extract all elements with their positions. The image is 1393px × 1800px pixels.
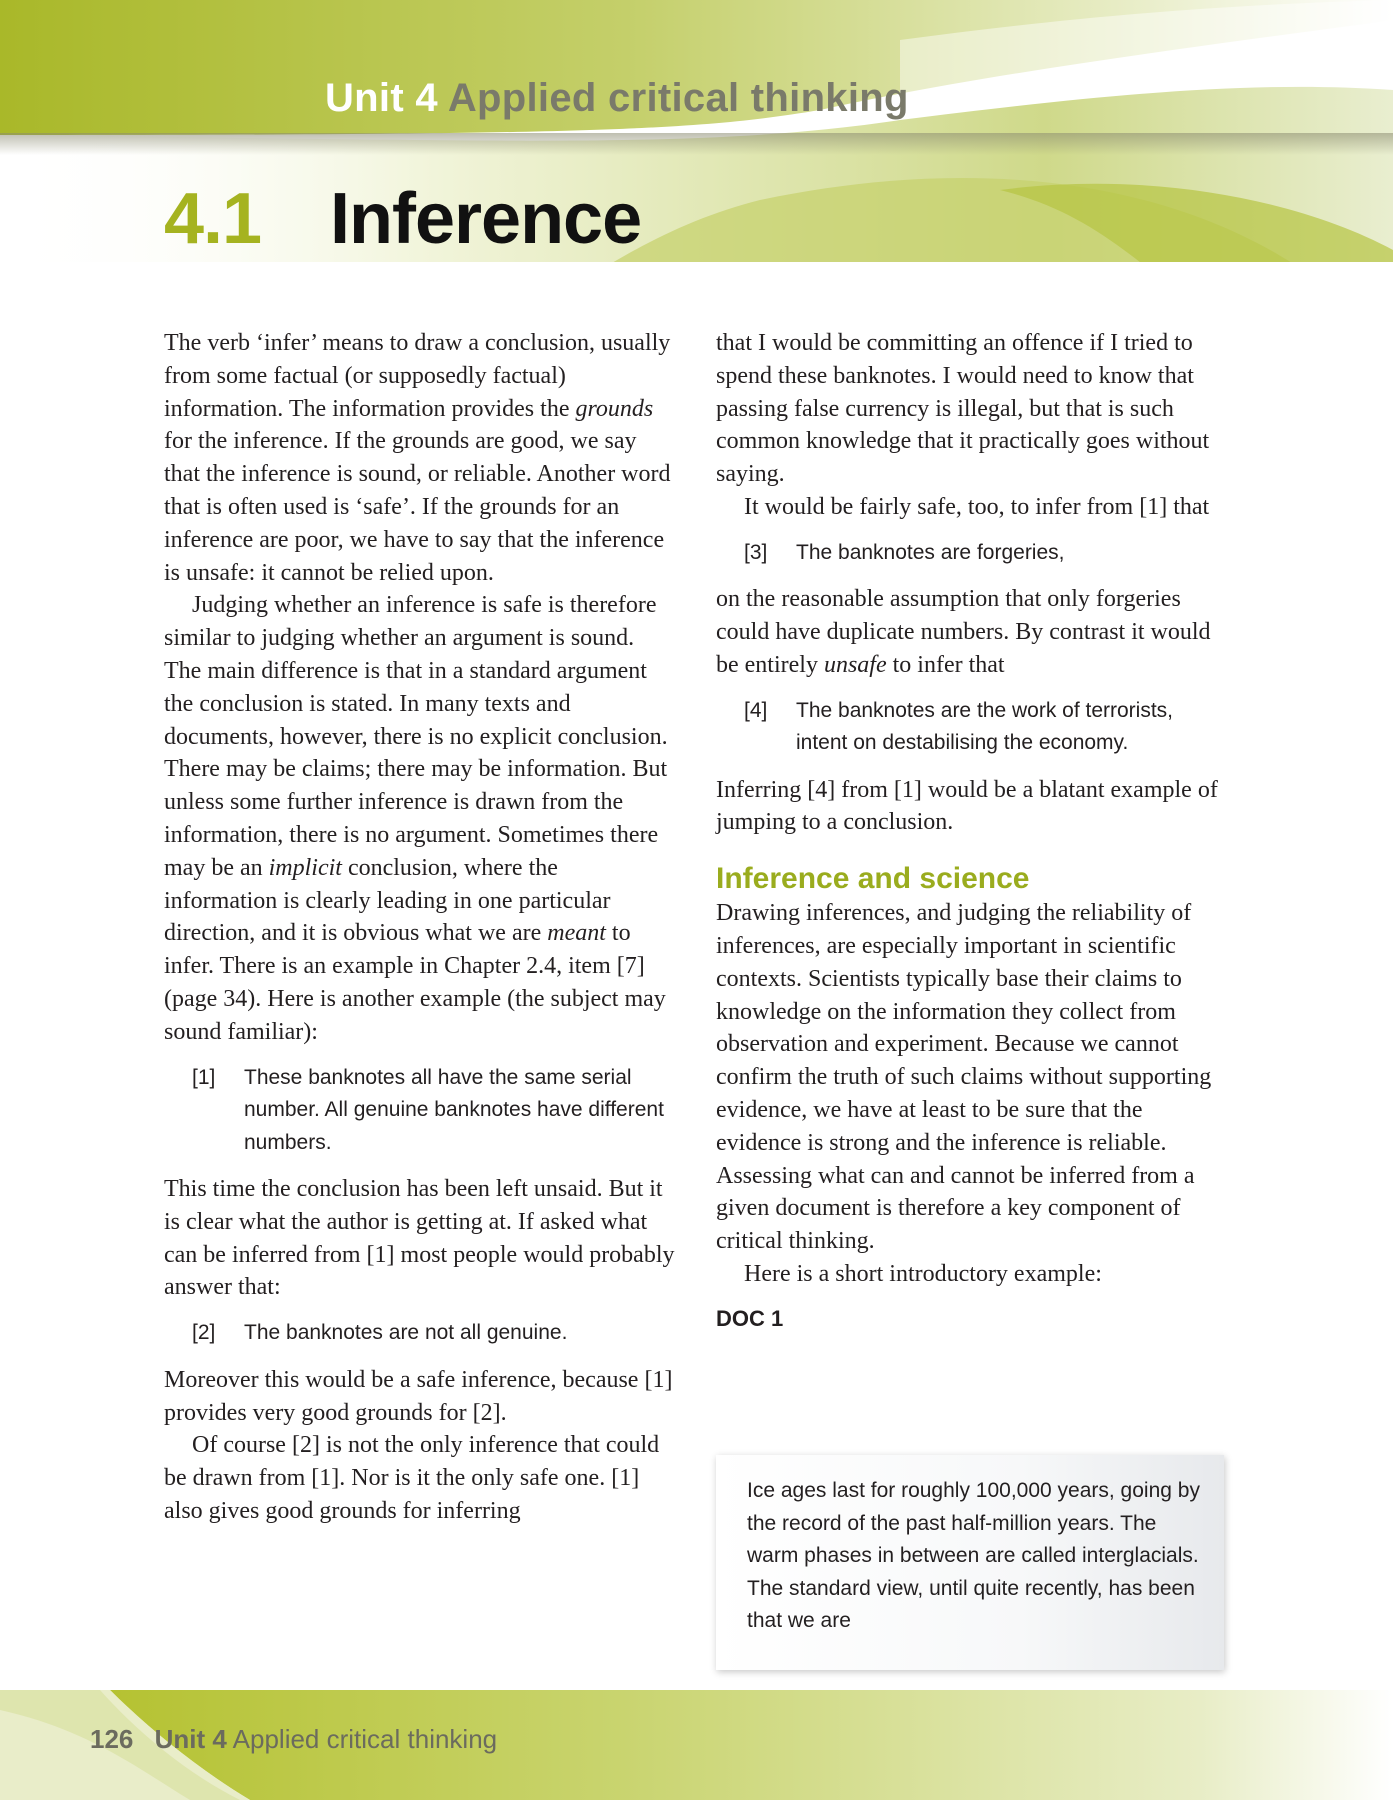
paragraph: Drawing inferences, and judging the reliability of inferences, are especially important in scientific contexts. Scientists typically base their claims to knowledge on the information they collect from observation and experiment. Because we cannot confirm the truth of such claims without supporting evidence, we have at least to be sure that the evidence is strong and the inference is reliable. Assessing what can and cannot be inferred from a given document is therefore a key component of critical thinking. xyxy=(716,900,1212,1255)
document-text: Ice ages last for roughly 100,000 years, going by the record of the past half-million years. The warm phases in between are called interglacials. The standard view, until quite recently, has been that we are xyxy=(747,1479,1200,1633)
example-item xyxy=(744,537,1228,570)
left-column xyxy=(164,327,676,1528)
footer-unit-name: Applied critical thinking xyxy=(232,1724,498,1754)
example-number: [2] xyxy=(192,1321,216,1345)
paragraph: It would be fairly safe, too, to infer from [1] that xyxy=(744,493,1210,520)
example-text: The banknotes are the work of terrorists, intent on destabilising the economy. xyxy=(796,698,1174,755)
page-number: 126 xyxy=(90,1724,134,1754)
paragraph: on the reasonable assumption that only forgeries could have duplicate numbers. By contrast it would be entirely unsafe to infer that xyxy=(716,586,1211,678)
paragraph: Here is a short introductory example: xyxy=(744,1261,1102,1288)
example-text: These banknotes all have the same serial number. All genuine banknotes have different numbers. xyxy=(244,1065,664,1154)
example-text: The banknotes are not all genuine. xyxy=(244,1321,568,1345)
example-number: [4] xyxy=(744,698,768,722)
doc-label: DOC 1 xyxy=(716,1305,784,1331)
paragraph: Moreover this would be a safe inference, because [1] provides very good grounds for [2]. xyxy=(164,1366,673,1426)
example-number: [1] xyxy=(192,1065,216,1089)
example-text: The banknotes are forgeries, xyxy=(796,540,1065,564)
unit-name: Applied critical thinking xyxy=(447,76,909,120)
example-item xyxy=(192,1062,676,1160)
section-number: 4.1 xyxy=(164,179,262,259)
subheading: Inference and science xyxy=(716,862,1030,896)
example-item xyxy=(192,1317,676,1350)
unit-label: Unit 4 xyxy=(325,76,438,120)
section-heading xyxy=(164,178,641,260)
unit-title xyxy=(325,76,909,121)
document-box xyxy=(716,1455,1224,1670)
paragraph: This time the conclusion has been left unsaid. But it is clear what the author is getting at. If asked what can be inferred from [1] most people would probably answer that: xyxy=(164,1176,675,1301)
paragraph: Of course [2] is not the only inference that could be drawn from [1]. Nor is it the only safe one. [1] also gives good grounds for inferring xyxy=(164,1432,660,1524)
paragraph: Inferring [4] from [1] would be a blatant example of jumping to a conclusion. xyxy=(716,776,1218,836)
right-column xyxy=(716,327,1228,1335)
paragraph: Judging whether an inference is safe is therefore similar to judging whether an argument is sound. The main difference is that in a standard argument the conclusion is stated. In many texts and documents, however, there is no explicit conclusion. There may be claims; there may be information. But unless some further inference is drawn from the information, there is no argument. Sometimes there may be an implicit conclusion, where the information is clearly leading in one particular direction, and it is obvious what we are meant to infer. There is an example in Chapter 2.4, item [7] (page 34). Here is another example (the subject may sound familiar): xyxy=(164,592,668,1045)
paragraph: that I would be committing an offence if I tried to spend these banknotes. I would need to know that passing false currency is illegal, but that is such common knowledge that it practically goes without saying. xyxy=(716,330,1210,488)
example-number: [3] xyxy=(744,540,768,564)
footer-unit-label: Unit 4 xyxy=(154,1724,227,1754)
paragraph: The verb ‘infer’ means to draw a conclusion, usually from some factual (or supposedly factual) information. The information provides the grounds for the inference. If the grounds are good, we say that the inference is sound, or reliable. Another word that is often used is ‘safe’. If the grounds for an inference are poor, we have to say that the inference is unsafe: it cannot be relied upon. xyxy=(164,330,671,586)
section-title: Inference xyxy=(330,179,642,259)
footer xyxy=(90,1724,497,1755)
example-item xyxy=(744,695,1228,760)
